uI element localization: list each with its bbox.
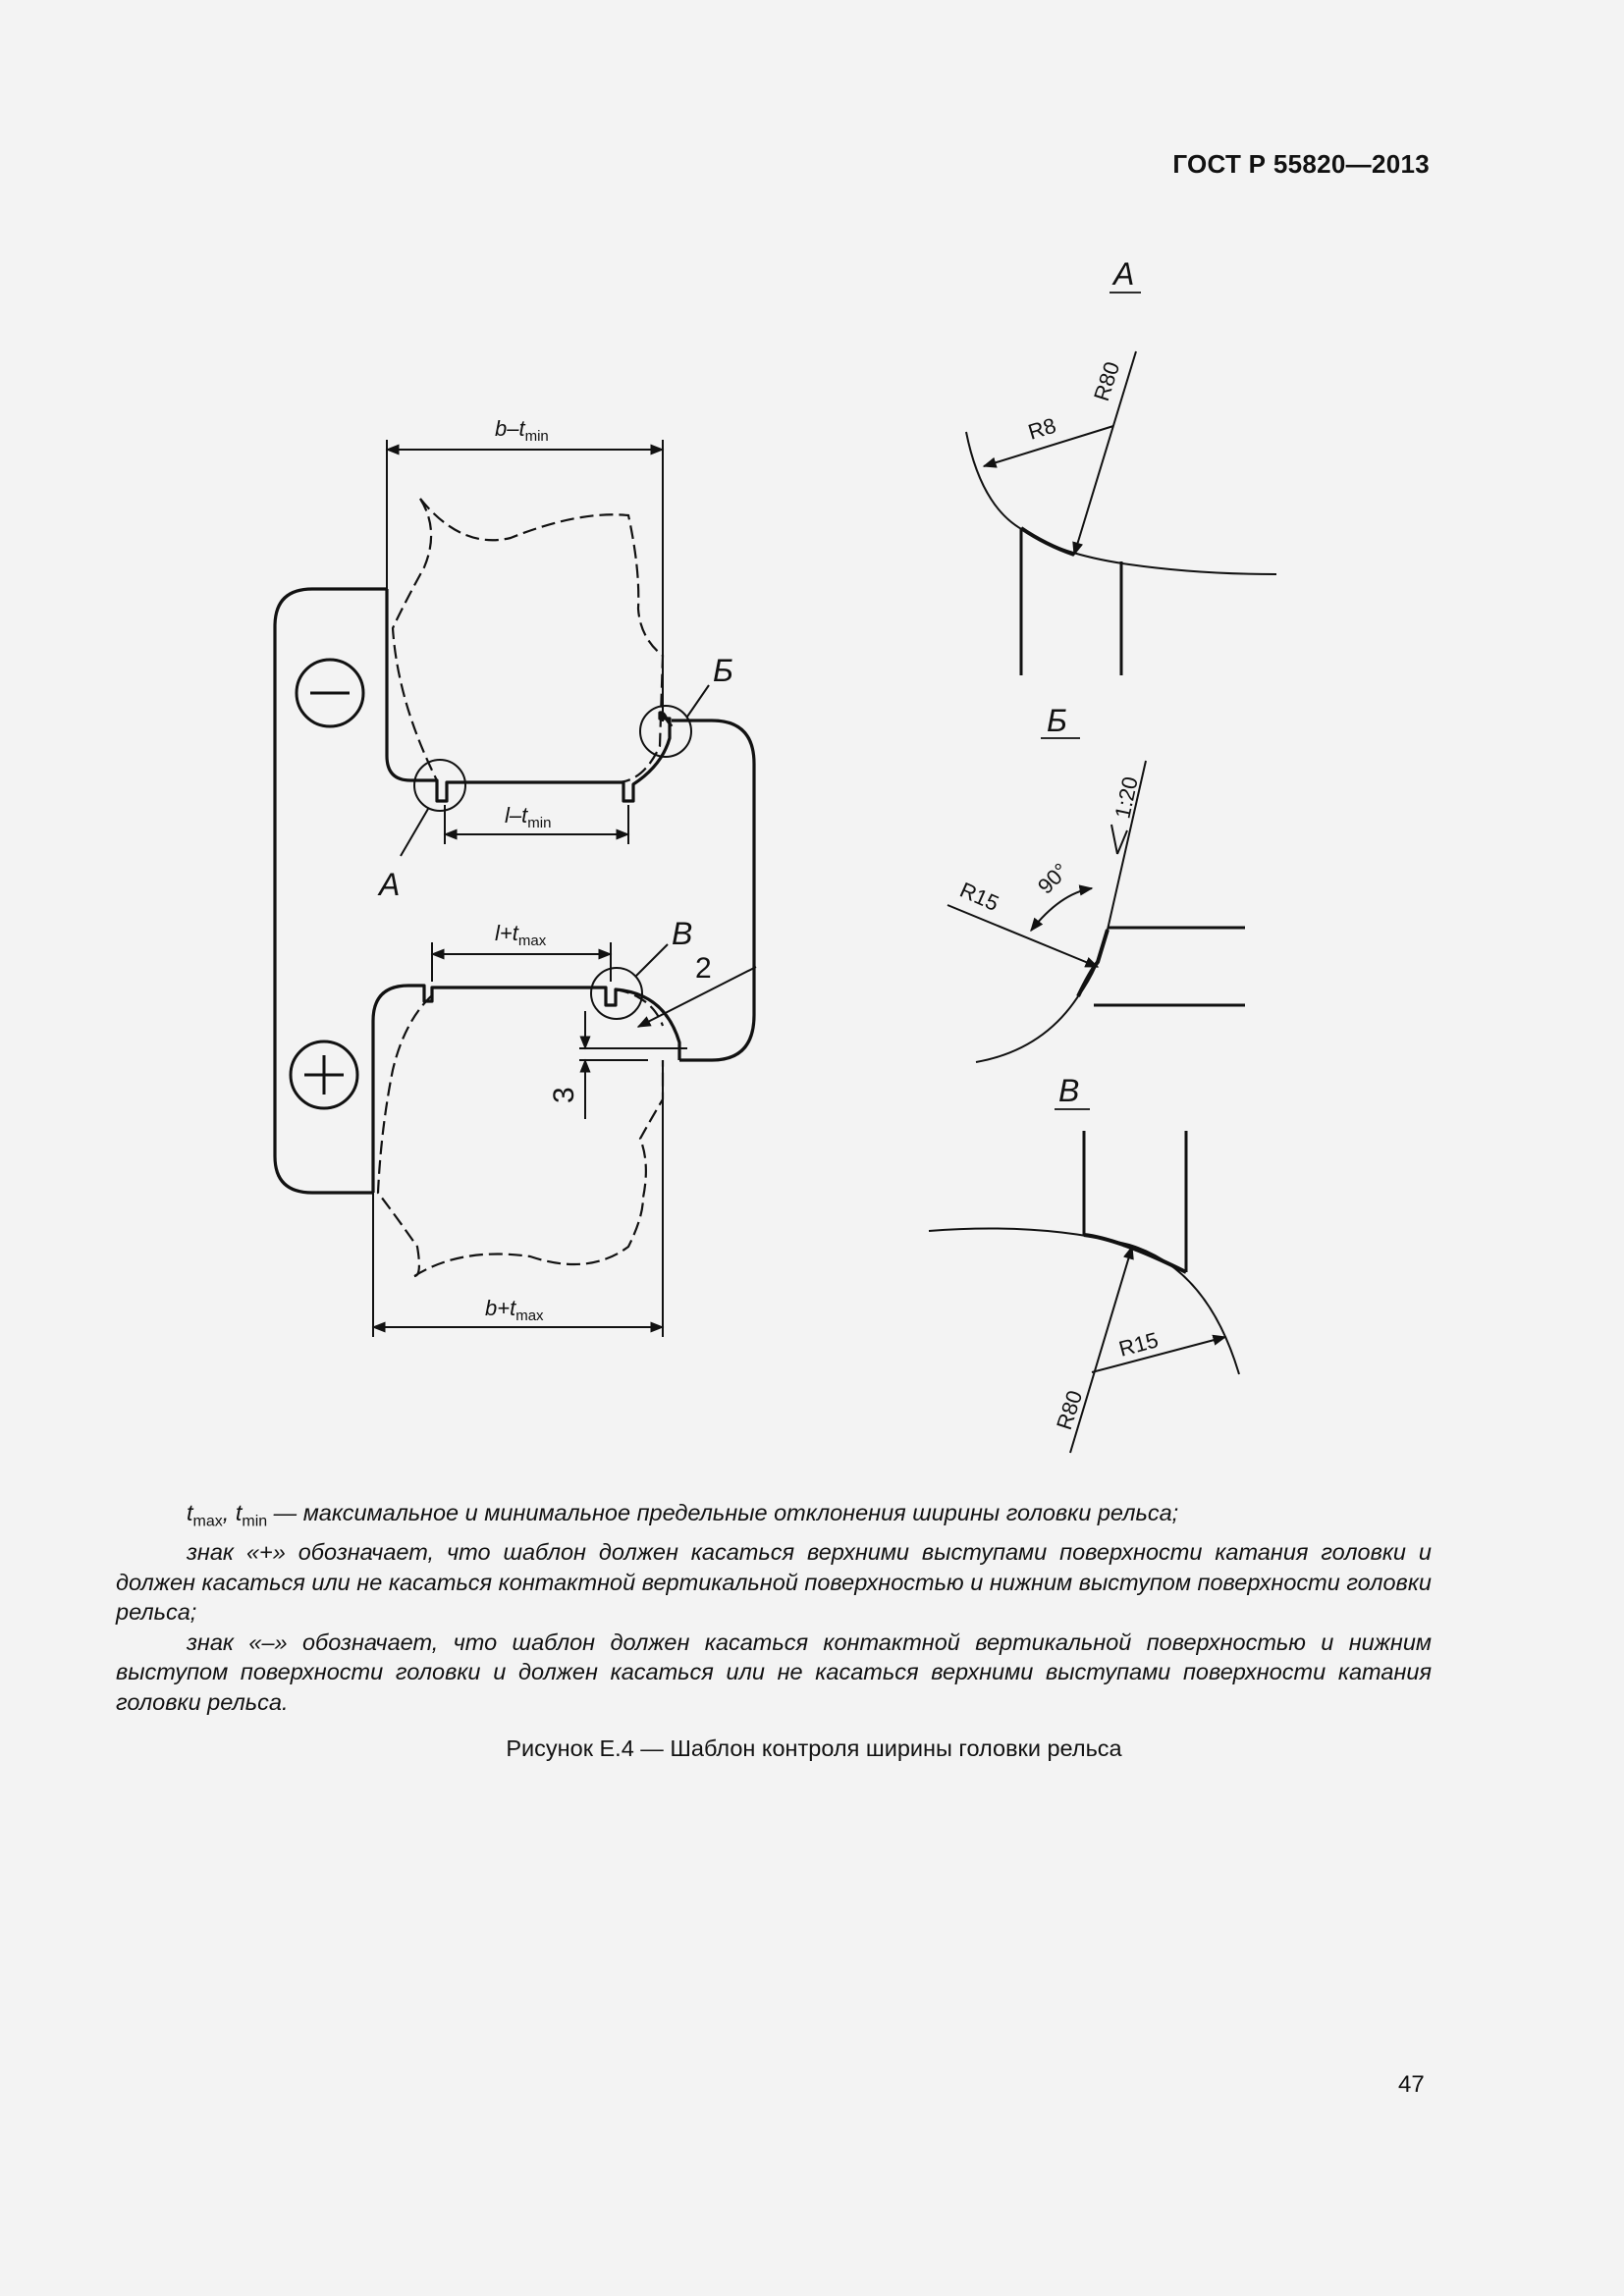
dim-number-3: 3 — [548, 1087, 580, 1103]
detail-v-r80: R80 — [1051, 1387, 1088, 1433]
dim-b-minus-tmin: $b-t_{min}$ — [495, 416, 549, 445]
dim-l-minus-tmin: $l-t_{min}$ — [505, 803, 552, 831]
dim-b-plus-tmax: $b+t_{max}$ — [485, 1296, 544, 1324]
detail-b-angle: 90° — [1032, 858, 1074, 899]
detail-v-r15: R15 — [1115, 1327, 1162, 1362]
dim-l-plus-tmax: $l+t_{max}$ — [495, 921, 547, 949]
callout-label-b: Б — [713, 653, 733, 688]
callout-circle-a — [414, 760, 465, 811]
detail-a-r80: R80 — [1088, 358, 1125, 404]
callout-label-a: А — [379, 867, 401, 902]
callout-label-v: В — [672, 916, 693, 951]
detail-a — [966, 293, 1276, 675]
legend-plus-sign: знак «+» обозначает, что шаблон должен касаться верхними выступами поверхности катания головки и должен касаться или не касаться контактной вертикальной поверхностью и нижним выступом поверхности головки рельса; — [116, 1539, 1432, 1626]
sign-circles — [291, 660, 363, 1108]
detail-a-r8: R8 — [1025, 412, 1059, 445]
template-outline — [275, 589, 754, 1193]
rail-head-bottom — [378, 989, 663, 1276]
detail-b-title: Б — [1047, 703, 1067, 738]
detail-v-title: В — [1058, 1073, 1080, 1108]
detail-b-ratio: 1:20 — [1110, 774, 1143, 822]
detail-a-title: А — [1113, 256, 1135, 292]
callout-circles — [401, 685, 709, 1019]
rail-head-top — [393, 499, 663, 782]
legend-line-1: $t_{max}$, $t_{min}$ — максимальное и минимальное предельные отклонения ширины головки рельса; — [187, 1500, 1179, 1530]
legend-minus-sign: знак «–» обозначает, что шаблон должен касаться контактной вертикальной поверхностью и нижним выступом поверхности головки и должен касаться или не касаться верхними выступами поверхности катания головки рельса. — [116, 1629, 1432, 1715]
detail-b-r15: R15 — [955, 877, 1003, 916]
dimension-lines — [373, 440, 756, 1337]
figure-caption: Рисунок Е.4 — Шаблон контроля ширины головки рельса — [506, 1735, 1122, 1761]
page-number: 47 — [1398, 2071, 1425, 2098]
callout-number-2: 2 — [695, 952, 712, 985]
figure-legend — [116, 1498, 1432, 1717]
page-header: ГОСТ Р 55820—2013 — [1172, 149, 1430, 179]
